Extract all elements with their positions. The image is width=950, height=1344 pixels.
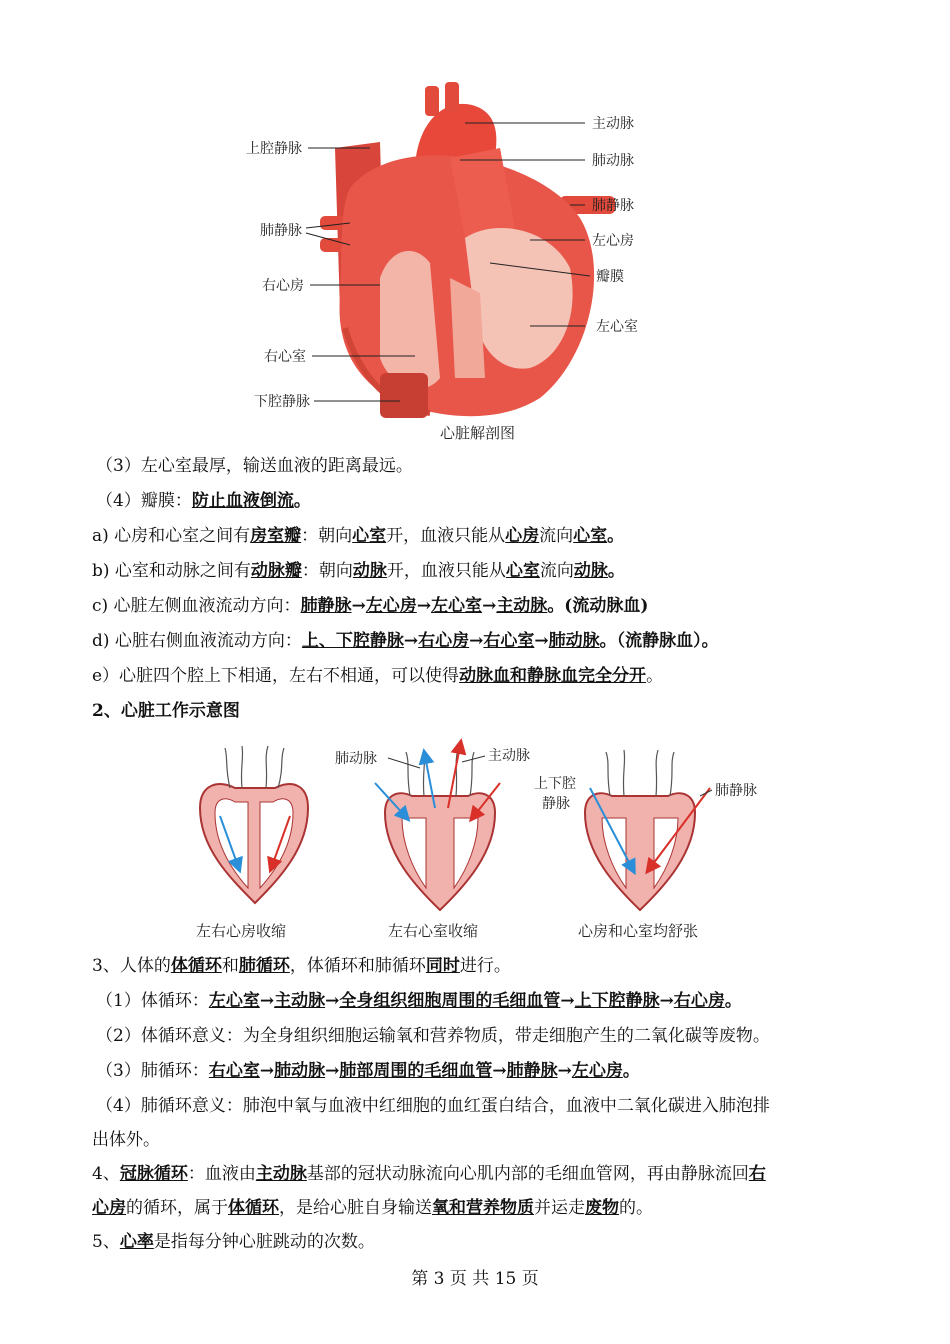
diagram-label-vc1: 上下腔 [534,776,576,792]
heart-both-relax [585,750,710,910]
line-arterial-valve: b) 心室和动脉之间有动脉瓣：朝向动脉开，血液只能从心室流向动脉。 [92,561,625,581]
diagram-caption-1: 左右心房收缩 [196,922,287,940]
diagram-caption-3: 心房和心室均舒张 [578,922,699,940]
line-circulation-intro: 3、人体的体循环和肺循环，体循环和肺循环同时进行。 [92,956,511,976]
diagram-label-pa: 肺动脉 [335,751,377,767]
label-svc: 上腔静脉 [246,141,302,157]
label-pulmonary-vein-left: 肺静脉 [260,223,302,239]
section-heading-heart-work: 2、心脏工作示意图 [92,701,240,721]
heart-anatomy-figure [240,78,660,446]
label-right-atrium: 右心房 [262,278,304,294]
line-coronary-circulation: 4、冠脉循环：血液由主动脉基部的冠状动脉流向心肌内部的毛细血管网，再由静脉流回右 [92,1164,766,1184]
heart-ventricles-contract [375,746,500,910]
diagram-label-aorta: 主动脉 [488,748,530,764]
heart-illustration [320,82,615,418]
heart-atria-contract [200,746,308,903]
label-aorta: 主动脉 [592,116,634,132]
line-systemic-circulation: （1）体循环：左心室→主动脉→全身组织细胞周围的毛细血管→上下腔静脉→右心房。 [96,991,742,1011]
label-pulmonary-artery: 肺动脉 [592,153,634,169]
diagram-caption-2: 左右心室收缩 [388,922,479,940]
diagram-label-pv: 肺静脉 [715,783,757,799]
line-av-valve: a) 心房和心室之间有房室瓣：朝向心室开，血液只能从心房流向心室。 [92,526,625,546]
label-ivc: 下腔静脉 [254,394,310,410]
page-footer: 第 3 页 共 15 页 [411,1269,539,1289]
figure-caption-anatomy: 心脏解剖图 [440,424,516,442]
line-right-flow: d) 心脏右侧血液流动方向：上、下腔静脉→右心房→右心室→肺动脉。（流静脉血）。 [92,631,719,651]
line-pulmonary-meaning-cont: 出体外。 [92,1130,160,1150]
diagram-label-vc2: 静脉 [542,796,570,812]
line-chambers-separation: e）心脏四个腔上下相通，左右不相通，可以使得动脉血和静脉血完全分开。 [92,666,664,686]
line-heart-rate: 5、心率是指每分钟心脏跳动的次数。 [92,1232,375,1252]
label-right-ventricle: 右心室 [264,349,306,365]
label-pulmonary-vein-right: 肺静脉 [592,198,634,214]
line-coronary-circulation-cont: 心房的循环，属于体循环，是给心脏自身输送氧和营养物质并运走废物的。 [92,1198,653,1218]
label-left-atrium: 左心房 [592,233,634,249]
line-left-flow: c) 心脏左侧血液流动方向：肺静脉→左心房→左心室→主动脉。(流动脉血) [92,596,649,616]
line-left-ventricle-thickest: （3）左心室最厚，输送血液的距离最远。 [96,456,413,476]
label-left-ventricle: 左心室 [596,319,638,335]
heart-work-diagram [180,738,780,948]
line-pulmonary-meaning: （4）肺循环意义：肺泡中氧与血液中红细胞的血红蛋白结合，血液中二氧化碳进入肺泡排 [96,1096,770,1116]
line-systemic-meaning: （2）体循环意义：为全身组织细胞运输氧和营养物质，带走细胞产生的二氧化碳等废物。 [96,1026,770,1046]
line-valve-function: （4）瓣膜：防止血液倒流。 [96,491,311,511]
label-valve: 瓣膜 [596,269,624,285]
line-pulmonary-circulation: （3）肺循环：右心室→肺动脉→肺部周围的毛细血管→肺静脉→左心房。 [96,1061,640,1081]
